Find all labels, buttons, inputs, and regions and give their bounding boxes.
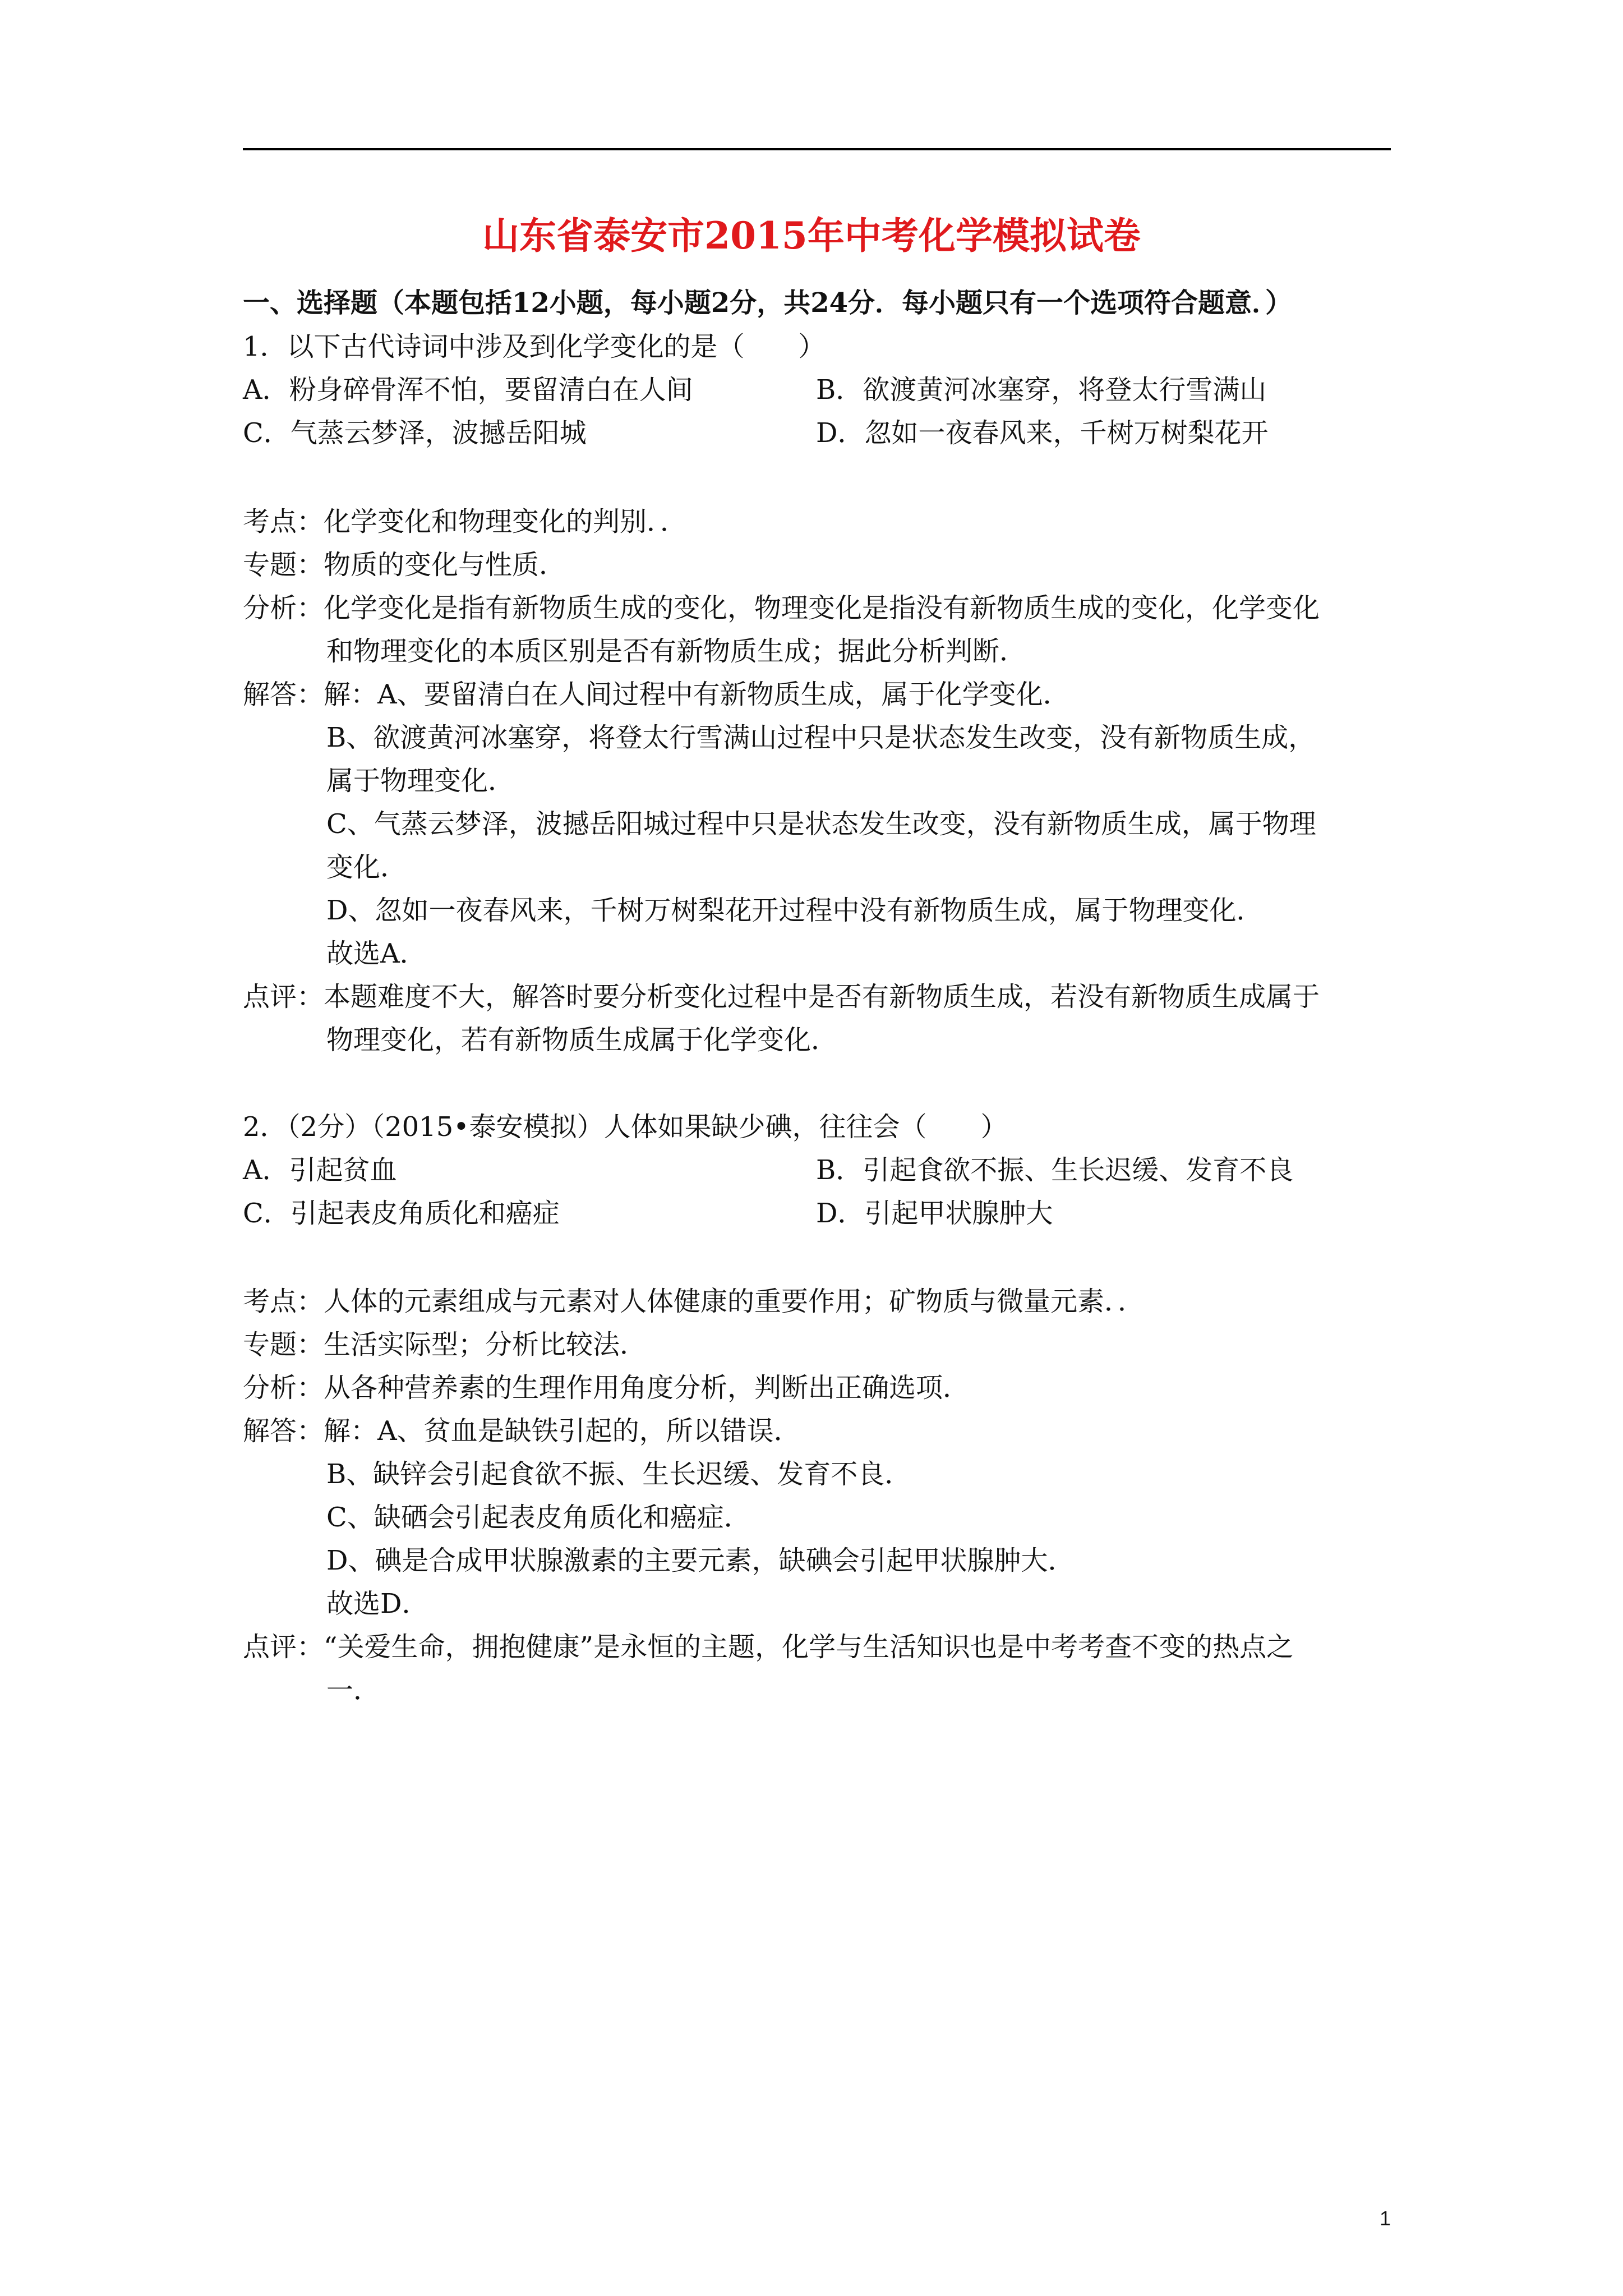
q2-stem: 2．（2分）（2015•泰安模拟）人体如果缺少碘，往往会（ ） — [243, 1111, 1008, 1143]
q1-stem: 1．以下古代诗词中涉及到化学变化的是（ ） — [243, 331, 826, 362]
q2-kaodian: 考点：人体的元素组成与元素对人体健康的重要作用；矿物质与微量元素．． — [243, 1286, 1145, 1317]
q2-zhuanti: 专题：生活实际型；分析比较法． — [243, 1329, 647, 1360]
q2-jieda-line-1: 解答：解：A、贫血是缺铁引起的，所以错误． — [243, 1415, 801, 1447]
q1-fenxi-line-2: 和物理变化的本质区别是否有新物质生成；据此分析判断． — [326, 636, 1027, 667]
q2-jieda-line-5: 故选D． — [326, 1588, 429, 1619]
top-divider — [243, 148, 1391, 150]
q1-jieda-line-6: D、忽如一夜春风来，千树万树梨花开过程中没有新物质生成，属于物理变化． — [326, 895, 1264, 926]
q2-option-a: A．引起贫血 — [243, 1154, 397, 1186]
q1-option-c: C．气蒸云梦泽，波撼岳阳城 — [243, 417, 587, 449]
q1-jieda-line-4: C、气蒸云梦泽，波撼岳阳城过程中只是状态发生改变，没有新物质生成，属于物理 — [326, 808, 1316, 840]
q2-option-b: B．引起食欲不振、生长迟缓、发育不良 — [816, 1154, 1294, 1186]
q2-jieda-line-3: C、缺硒会引起表皮角质化和癌症． — [326, 1502, 751, 1533]
q1-fenxi-line-1: 分析：化学变化是指有新物质生成的变化，物理变化是指没有新物质生成的变化，化学变化 — [243, 592, 1320, 624]
q1-option-a: A．粉身碎骨浑不怕，要留清白在人间 — [243, 374, 693, 406]
q2-jieda-line-4: D、碘是合成甲状腺激素的主要元素，缺碘会引起甲状腺肿大． — [326, 1545, 1075, 1576]
q1-option-b: B．欲渡黄河冰塞穿，将登太行雪满山 — [816, 374, 1267, 406]
q1-jieda-line-3: 属于物理变化． — [326, 765, 515, 797]
section-heading: 一、选择题（本题包括12小题，每小题2分，共24分．每小题只有一个选项符合题意．） — [243, 287, 1292, 319]
q2-jieda-line-2: B、缺锌会引起食欲不振、生长迟缓、发育不良． — [326, 1458, 912, 1490]
q1-jieda-line-2: B、欲渡黄河冰塞穿，将登太行雪满山过程中只是状态发生改变，没有新物质生成， — [326, 722, 1316, 753]
q1-zhuanti: 专题：物质的变化与性质． — [243, 549, 566, 581]
page-number: 1 — [1379, 2207, 1391, 2230]
q2-dianping-line-1: 点评：“关爱生命，拥抱健康”是永恒的主题，化学与生活知识也是中考考查不变的热点之 — [243, 1631, 1294, 1663]
q1-kaodian: 考点：化学变化和物理变化的判别．． — [243, 506, 688, 537]
q1-jieda-line-1: 解答：解：A、要留清白在人间过程中有新物质生成，属于化学变化． — [243, 679, 1070, 710]
q1-dianping-line-1: 点评：本题难度不大，解答时要分析变化过程中是否有新物质生成，若没有新物质生成属于 — [243, 981, 1320, 1013]
q1-option-d: D．忽如一夜春风来，千树万树梨花开 — [816, 417, 1269, 449]
q1-dianping-line-2: 物理变化，若有新物质生成属于化学变化． — [326, 1024, 838, 1056]
q2-option-c: C．引起表皮角质化和癌症 — [243, 1198, 560, 1229]
q1-jieda-line-7: 故选A． — [326, 938, 427, 969]
page-title: 山东省泰安市2015年中考化学模拟试卷 — [482, 214, 1141, 257]
q2-fenxi: 分析：从各种营养素的生理作用角度分析，判断出正确选项． — [243, 1372, 970, 1404]
q1-jieda-line-5: 变化． — [326, 852, 408, 883]
q2-option-d: D．引起甲状腺肿大 — [816, 1198, 1053, 1229]
q2-dianping-line-2: 一． — [326, 1674, 381, 1706]
